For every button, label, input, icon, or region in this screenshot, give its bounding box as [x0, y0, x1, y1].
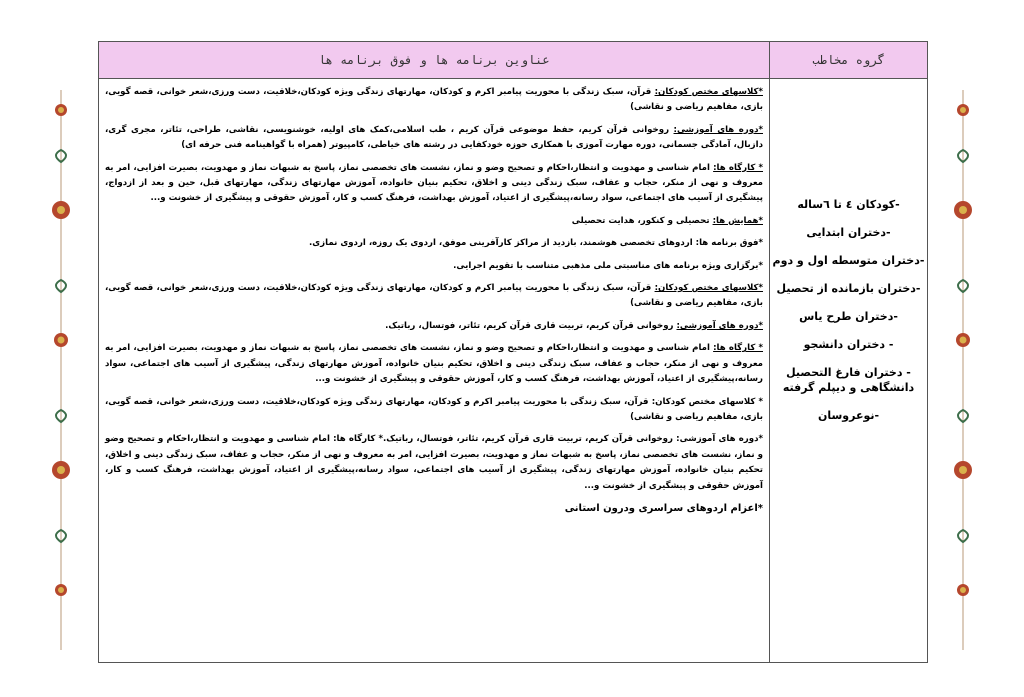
program-entry	[105, 501, 763, 516]
program-label: * کارگاه ها:	[713, 162, 763, 173]
program-text: قرآن، سبک زندگی با محوریت پیامبر اکرم و کودکان، مهارتهای زندگی ویژه کودکان،خلاقیت، دست ورزی،شعر خوانی، قصه گویی، بازی، مفاهیم ریاضی و نقاشی)	[105, 283, 763, 309]
audience-item: -دختران طرح یاس	[799, 310, 898, 323]
program-entry	[105, 123, 763, 154]
audience-column-header: گروه مخاطب	[770, 42, 928, 79]
program-entry	[105, 259, 763, 274]
audience-item: - دختران دانشجو	[803, 338, 894, 351]
titles-column-header: عناوین برنامه ها و فوق برنامه ها	[99, 42, 770, 79]
program-label: *دوره های آموزشی:	[673, 124, 763, 135]
program-entry	[105, 395, 763, 426]
program-text: *فوق برنامه ها: اردوهای تخصصی هوشمند، بازدید از مراکز کارآفرینی موفق، اردوی یک روزه، اردوی نمازی.	[309, 238, 763, 249]
program-text: روخوانی قرآن کریم، حفظ موضوعی قرآن کریم ، طب اسلامی،کمک های اولیه، خوشنویسی، نقاشی، طراحی، تئاتر، مجری گری، دازبال، آمادگی جسمانی، دوره مهارت آموزی با همکاری حوزه خودکفایی در رشته های خیاطی، کامپیوتر (همراه با گواهینامه فنی حرفه ای)	[105, 124, 763, 151]
program-text: * کلاسهای مختص کودکان: قرآن، سبک زندگی با محوریت پیامبر اکرم و کودکان، مهارتهای زندگی ویژه کودکان،خلاقیت، دست ورزی،شعر خوانی، قصه گویی، بازی، مفاهیم ریاضی و نقاشی)	[105, 396, 763, 422]
program-text: قرآن، سبک زندگی با محوریت پیامبر اکرم و کودکان، مهارتهای زندگی ویژه کودکان،خلاقیت، دست ورزی،شعر خوانی، قصه گویی، بازی، مفاهیم ریاضی و نقاشی)	[105, 87, 763, 113]
program-text: امام شناسی و مهدویت و انتظار،احکام و تصحیح وضو و نماز، نشست های تخصصی نماز، پاسخ به شبهات نماز و مهدویت، بصیرت افزایی، امر به معروف و نهی از منکر، حجاب و عفاف، سبک زندگی دینی و اخلاق، تحکیم بنیان خانواده، آموزش مهارتهای زندگی، مهارتهای قبل، حین و بعد از ازدواج، پیشگیری از آسیب های اجتماعی، سواد رسانه،پیشگیری از اعتیاد، آموزش بهداشت، فرهنگ کسب و کار، آموزش حقوقی و پیشگیری از خشونت و...	[105, 162, 763, 204]
left-floral-ornament	[36, 90, 86, 650]
program-text: *اعزام اردوهای سراسری ودرون استانی	[564, 502, 763, 514]
program-entry	[105, 161, 763, 207]
header-row	[99, 42, 928, 79]
audience-item: -نوعروسان	[817, 409, 880, 422]
program-text: روخوانی قرآن کریم، تربیت قاری قرآن کریم، تئاتر، فوتسال، رباتیک.	[385, 320, 677, 331]
programs-cell	[99, 79, 770, 663]
audience-cell	[770, 79, 928, 663]
program-text: تحصیلی و کنکور، هدایت تحصیلی	[571, 215, 713, 226]
program-entry	[105, 281, 763, 312]
program-entry	[105, 236, 763, 251]
program-entry	[105, 341, 763, 387]
program-text: *برگزاری ویژه برنامه های مناسبتی ملی مذهبی متناسب با تقویم اجرایی.	[453, 260, 763, 271]
audience-item: -دختران متوسطه اول و دوم	[772, 254, 925, 267]
program-entry	[105, 432, 763, 494]
audience-item: -کودکان ٤ تا ٦ساله	[797, 198, 900, 211]
audience-item: -دختران بازمانده از تحصیل	[776, 282, 921, 295]
program-text: *دوره های آموزشی: روخوانی قرآن کریم، تربیت قاری قرآن کریم، تئاتر، فوتسال، رباتیک.* کارگاه ها: امام شناسی و مهدویت و انتظار،احکام و تصحیح وضو و نماز، نشست های تخصصی نماز، پاسخ به شبهات نماز و مهدویت، بصیرت افزایی، امر به معروف و نهی از منکر، حجاب و عفاف، سبک زندگی دینی و اخلاق، تحکیم بنیان خانواده، آموزش مهارتهای زندگی، پیشگیری از آسیب های اجتماعی، سواد رسانه،پیشگیری از اعتیاد، آموزش بهداشت، فرهنگ کسب و کار، آموزش حقوقی و پیشگیری از خشونت و...	[105, 434, 763, 491]
programs-table	[98, 41, 928, 663]
program-label: *دوره های آموزشی:	[676, 320, 763, 331]
right-floral-ornament	[938, 90, 988, 650]
audience-item: -دختران ابتدایی	[806, 226, 891, 239]
program-entry	[105, 319, 763, 334]
program-entry	[105, 85, 763, 116]
audience-item: - دختران فارغ التحصیل دانشگاهی و دیپلم گرفته	[782, 366, 915, 394]
program-label: *همایش ها:	[712, 215, 763, 226]
program-label: *کلاسهای مختص کودکان:	[654, 283, 763, 294]
program-label: *کلاسهای مختص کودکان:	[654, 87, 763, 97]
program-entry	[105, 214, 763, 229]
program-text: امام شناسی و مهدویت و انتظار،احکام و تصحیح وضو و نماز، نشست های تخصصی نماز، پاسخ به شبهات نماز و مهدویت، بصیرت افزایی، امر به معروف و نهی از منکر، حجاب و عفاف، سبک زندگی دینی و اخلاق، تحکیم بنیان خانواده، آموزش مهارتهای زندگی، پیشگیری از آسیب های اجتماعی، سواد رسانه،پیشگیری از اعتیاد، آموزش بهداشت، فرهنگ کسب و کار، آموزش حقوقی و پیشگیری از خشونت و...	[105, 343, 763, 385]
program-label: * کارگاه ها:	[713, 343, 763, 354]
content-row	[99, 79, 928, 663]
